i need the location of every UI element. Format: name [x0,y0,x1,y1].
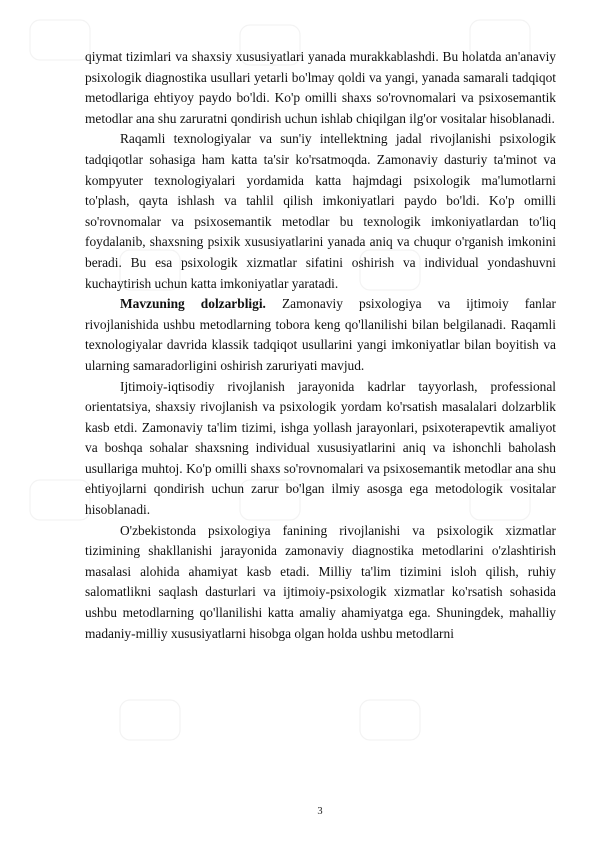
paragraph-2 [85,129,556,294]
paragraph-text: O'zbekistonda psixologiya fanining rivojlanishi va psixologik xizmatlar tizimining shakllanishi jarayonida zamonaviy diagnostika metodlarini o'zlashtirish masalasi alohida ahamiyat kasb etadi. Milliy ta'lim tizimini isloh qilish, ruhiy salomatlikni saqlash dasturlari va ijtimoiy-psixologik xizmatlar ko'rsatish sohasida ushbu metodlarning qo'llanilishi katta amaliy ahamiyatga ega. Shuningdek, mahalliy madaniy-milliy xususiyatlarni hisobga olgan holda ushbu metodlarni [85,522,556,641]
paragraph-lead-relevance: Mavzuning dolzarbligi. [120,296,266,312]
paragraph-text: Raqamli texnologiyalar va sun'iy intellektning jadal rivojlanishi psixologik tadqiqotlar sohasiga ham katta ta'sir ko'rsatmoqda. Zamonaviy dasturiy ta'minot va kompyuter texnologiyalari yordamida katta hajmdagi psixologik ma'lumotlarni to'plash, qayta ishlash va tahlil qilish imkoniyatlari paydo bo'ldi. Ko'p omilli so'rovnomalar va psixosemantik metodlar bu texnologik imkoniyatlardan to'liq foydalanib, shaxsning psixik xususiyatlarini yanada aniq va chuqur o'rganish imkonini beradi. Bu esa psixologik xizmatlar sifatini oshirish va individual yondashuvni kuchaytirish uchun katta imkoniyatlar yaratadi. [85,131,556,291]
page-number: 3 [317,806,323,817]
paragraph-1 [85,47,556,129]
document-body [85,47,556,644]
paragraph-3 [85,294,556,376]
paragraph-4 [85,377,556,521]
paragraph-text: Ijtimoiy-iqtisodiy rivojlanish jarayonida kadrlar tayyorlash, professional orientatsiya, shaxsiy rivojlanish va psixologik yordam ko'rsatish masalalari dolzarblik kasb etdi. Zamonaviy ta'lim tizimi, ishga yollash jarayonlari, psixoterapevtik amaliyot va boshqa sohalar shaxsning individual xususiyatlarini aniq va ishonchli baholash usullariga muhtoj. Ko'p omilli shaxs so'rovnomalari va psixosemantik metodlar ana shu ehtiyojlarni qondirish uchun zarur bo'lgan ilmiy asosga ega metodologik vositalar hisoblanadi. [85,378,556,518]
paragraph-5 [85,521,556,645]
paragraph-text: Zamonaviy psixologiya va ijtimoiy fanlar rivojlanishida ushbu metodlarning tobora keng qo'llanilishi bilan belgilanadi. Raqamli texnologiyalar davrida klassik tadqiqot usullarini yangi imkoniyatlar bilan boyitish va ularning samaradorligini oshirish zaruriyati mavjud. [85,296,556,373]
paragraph-text: qiymat tizimlari va shaxsiy xususiyatlari yanada murakkablashdi. Bu holatda an'anaviy psixologik diagnostika usullari yetarli bo'lmay qoldi va yangi, yanada samarali tadqiqot metodlariga ehtiyoy paydo bo'ldi. Ko'p omilli shaxs so'rovnomalari va psixosemantik metodlar ana shu zaruratni qondirish uchun ishlab chiqilgan ilg'or vositalar hisoblanadi. [85,49,556,126]
